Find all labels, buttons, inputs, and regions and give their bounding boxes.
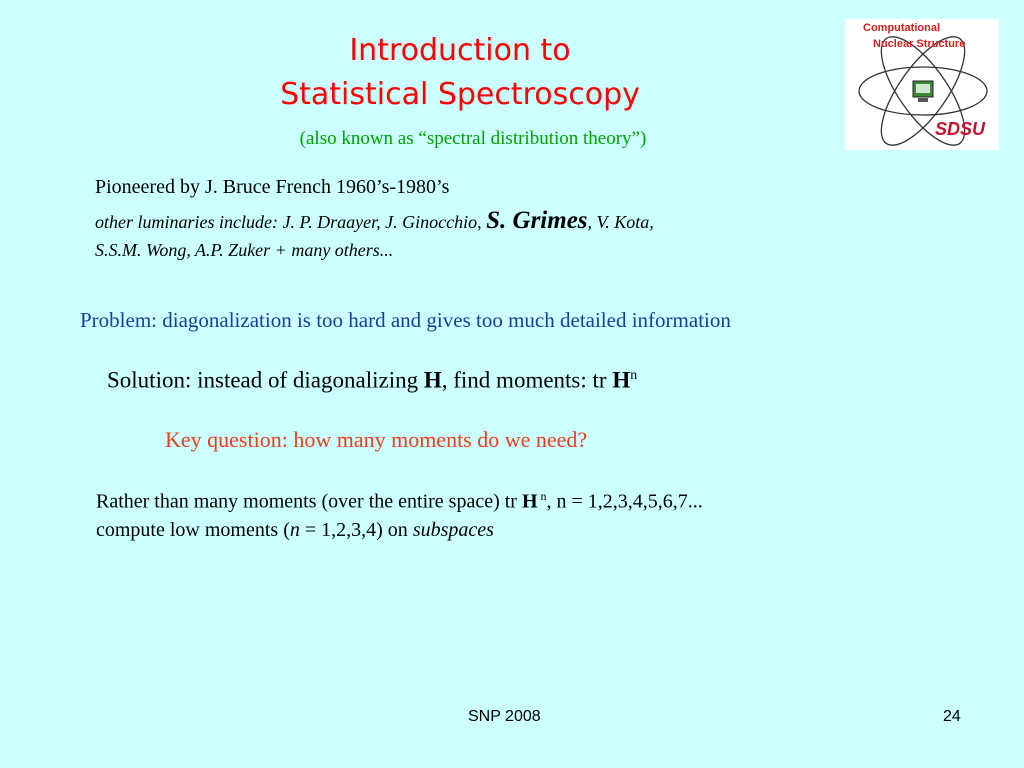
luminaries-prefix: other luminaries include: J. P. Draayer, J. Ginocchio, (95, 212, 487, 232)
rather-prefix: Rather than many moments (over the entire space) tr (96, 490, 522, 513)
rather-line-1 (96, 489, 703, 514)
logo-text-nuclear-structure: Nuclear Structure (873, 38, 966, 50)
solution-h2: H (612, 367, 631, 393)
rather-suffix: , n = 1,2,3,4,5,6,7... (546, 490, 703, 513)
solution-prefix: Solution: instead of diagonalizing (107, 367, 424, 393)
rather-exponent: n (537, 489, 547, 503)
luminaries-line-2: S.S.M. Wong, A.P. Zuker + many others... (95, 240, 394, 260)
rather2-mid: = 1,2,3,4) on (299, 519, 413, 541)
luminaries-line-1 (95, 207, 654, 235)
luminaries-suffix: , V. Kota, (587, 212, 654, 232)
solution-statement (107, 367, 637, 394)
title-line-1: Introduction to (349, 33, 571, 68)
logo-text-computational: Computational (863, 22, 940, 34)
problem-statement: Problem: diagonalization is too hard and gives too much detailed information (80, 308, 731, 332)
subtitle: (also known as “spectral distribution theory”) (299, 128, 647, 149)
pioneer-text: Pioneered by J. Bruce French 1960’s-1980’s (95, 176, 450, 198)
footer-conference: SNP 2008 (468, 708, 541, 725)
rather-line-2 (96, 519, 494, 542)
solution-h: H (423, 367, 442, 393)
rather-h: H (521, 490, 538, 513)
rather2-prefix: compute low moments ( (96, 519, 290, 541)
rather2-n: n (289, 519, 300, 541)
solution-exponent: n (630, 367, 638, 382)
logo-emblem: SDSU (935, 119, 986, 139)
luminaries-highlight: S. Grimes (486, 207, 588, 234)
solution-middle: , find moments: tr (441, 367, 613, 393)
rather2-subspaces: subspaces (412, 519, 494, 541)
title-line-2: Statistical Spectroscopy (280, 77, 640, 112)
slide-number: 24 (943, 708, 961, 725)
cns-sdsu-logo (845, 19, 999, 150)
key-question: Key question: how many moments do we need? (165, 427, 588, 452)
